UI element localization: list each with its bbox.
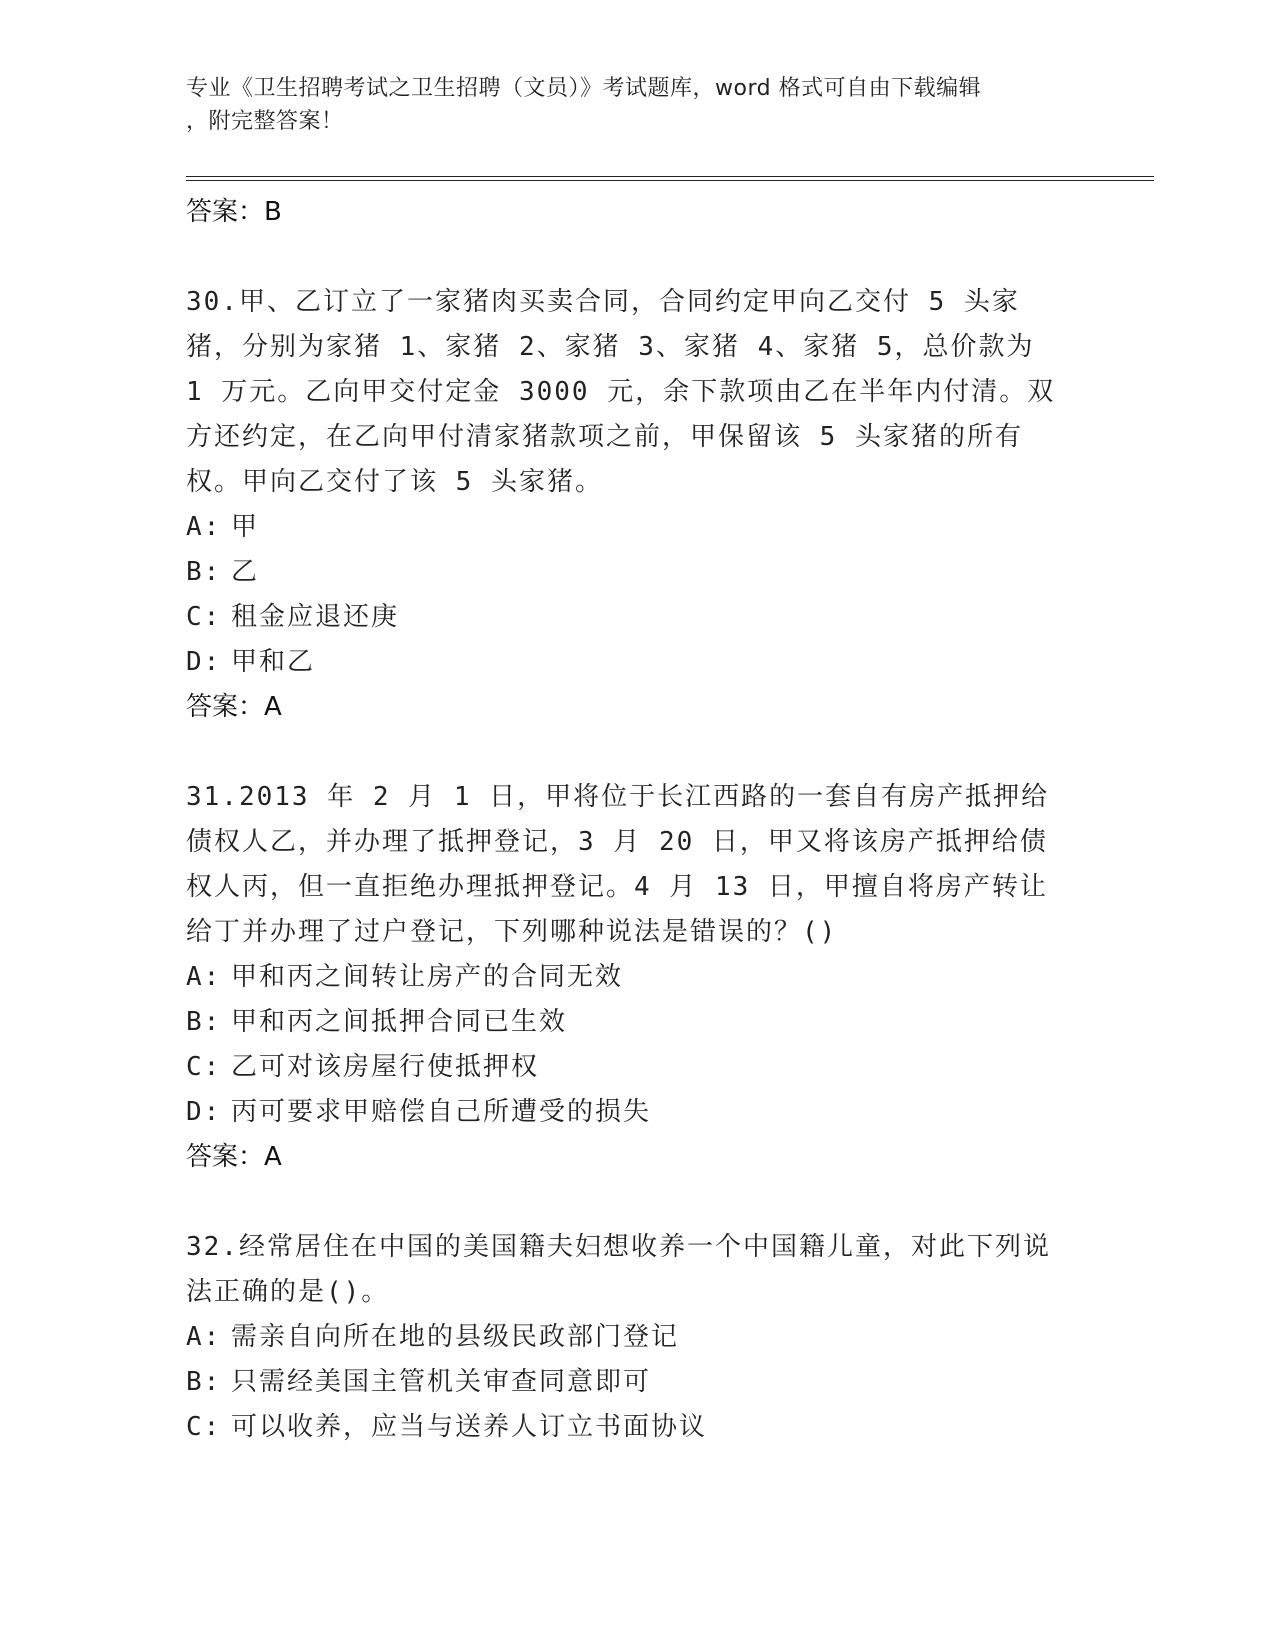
question-text: 30.甲、乙订立了一家猪肉买卖合同，合同约定甲向乙交付 5 头家猪，分别为家猪 1、家猪 2、家猪 3、家猪 4、家猪 5，总价款为 1 万元。乙向甲交付定金 3000 元，余下款项由乙在半年内付清。双方还约定，在乙向甲付清家猪款项之前，甲保留该 5 头家猪的所有权。甲向乙交付了该 5 头家猪。: [186, 287, 1056, 497]
option-text: 可以收养，应当与送养人订立书面协议: [231, 1412, 708, 1442]
option-key: A:: [186, 512, 222, 542]
option-text: 丙可要求甲赔偿自己所遭受的损失: [231, 1097, 652, 1127]
option-b: [186, 1360, 1086, 1405]
question-answer: 答案：A: [186, 1142, 282, 1172]
option-key: B:: [186, 1367, 222, 1397]
question-text: 31.2013 年 2 月 1 日，甲将位于长江西路的一套自有房产抵押给债权人乙，并办理了抵押登记，3 月 20 日，甲又将该房产抵押给债权人丙，但一直拒绝办理抵押登记。4 月 13 日，甲擅自将房产转让给丁并办理了过户登记，下列哪种说法是错误的？(): [186, 782, 1050, 947]
option-a: [186, 955, 1086, 1000]
option-key: C:: [186, 1412, 222, 1442]
option-b: [186, 1000, 1086, 1045]
option-d: [186, 640, 1086, 685]
question-30: [186, 280, 1086, 729]
option-key: C:: [186, 1052, 222, 1082]
option-c: [186, 595, 1086, 640]
option-d: [186, 1090, 1086, 1135]
option-text: 甲: [231, 512, 260, 542]
question-text: 32.经常居住在中国的美国籍夫妇想收养一个中国籍儿童，对此下列说法正确的是()。: [186, 1232, 1051, 1307]
option-text: 甲和乙: [231, 647, 316, 677]
option-a: [186, 1315, 1086, 1360]
option-key: B:: [186, 1007, 222, 1037]
option-c: [186, 1405, 1086, 1450]
option-text: 只需经美国主管机关审查同意即可: [231, 1367, 652, 1397]
question-31: [186, 775, 1086, 1179]
option-text: 甲和丙之间转让房产的合同无效: [231, 962, 624, 992]
option-key: D:: [186, 1097, 222, 1127]
option-a: [186, 505, 1086, 550]
header-line-2: ，附完整答案！: [186, 109, 344, 134]
option-c: [186, 1045, 1086, 1090]
question-32: [186, 1225, 1086, 1450]
option-text: 乙: [231, 557, 260, 587]
main-content: [186, 190, 1086, 1450]
option-key: D:: [186, 647, 222, 677]
option-text: 甲和丙之间抵押合同已生效: [231, 1007, 568, 1037]
option-b: [186, 550, 1086, 595]
option-text: 乙可对该房屋行使抵押权: [231, 1052, 540, 1082]
header-divider: [186, 176, 1154, 181]
header-line-1: 专业《卫生招聘考试之卫生招聘（文员）》考试题库，word 格式可自由下载编辑: [186, 76, 982, 101]
question-answer: 答案：A: [186, 692, 282, 722]
page-header: [186, 72, 1066, 138]
option-key: C:: [186, 602, 222, 632]
option-text: 需亲自向所在地的县级民政部门登记: [231, 1322, 680, 1352]
option-key: A:: [186, 962, 222, 992]
option-key: A:: [186, 1322, 222, 1352]
option-key: B:: [186, 557, 222, 587]
option-text: 租金应退还庚: [231, 602, 400, 632]
previous-answer: 答案：B: [186, 197, 282, 227]
